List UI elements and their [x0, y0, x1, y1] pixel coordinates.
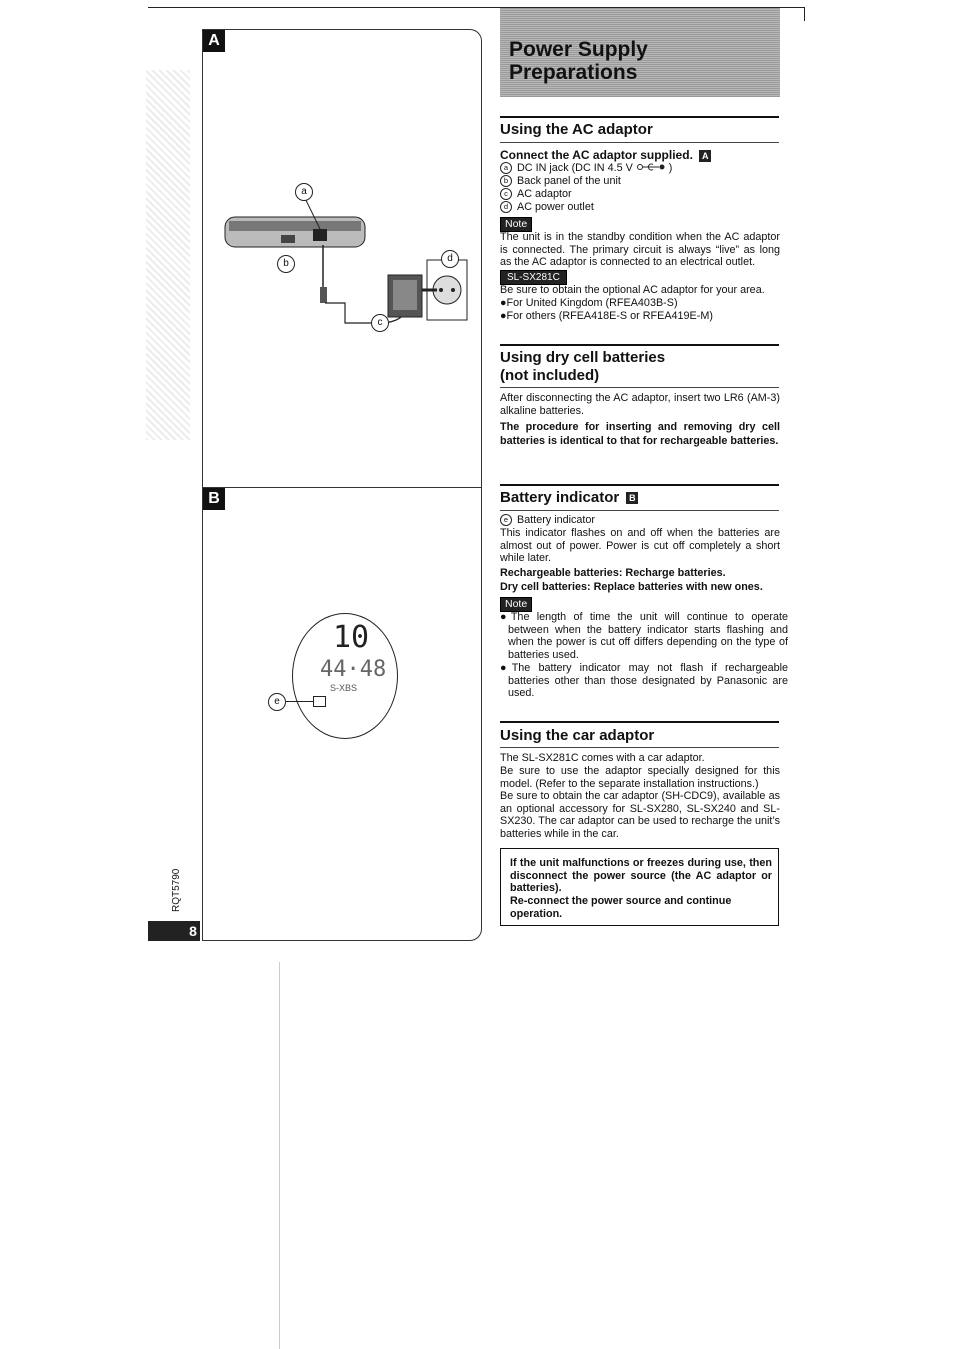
- battery-section-ref: B: [626, 492, 638, 504]
- battery-note-bullet-2: ●The battery indicator may not flash if rechargeable batteries other than those designated by Panasonic are used.: [500, 662, 788, 700]
- figure-label-b: B: [203, 488, 225, 510]
- ac-model-bullet-others: ●For others (RFEA418E-S or RFEA419E-M): [500, 310, 713, 322]
- right-edge-rule: [804, 7, 805, 21]
- ac-model-bullet-uk: ●For United Kingdom (RFEA403B-S): [500, 297, 678, 309]
- header-title-line1: Power Supply: [509, 38, 648, 61]
- ac-title-underline: [500, 142, 779, 143]
- ac-section-rule: [500, 116, 779, 118]
- dry-bold-text: The procedure for inserting and removing dry cell batteries is identical to that for rechargeable batteries.: [500, 421, 780, 448]
- car-section-title: Using the car adaptor: [500, 727, 655, 744]
- ac-connect-heading-text: Connect the AC adaptor supplied.: [500, 148, 693, 162]
- battery-section-title-text: Battery indicator: [500, 489, 620, 506]
- callout-e-leader: [286, 701, 313, 702]
- ac-connect-ref: A: [699, 150, 711, 162]
- car-line-1: The SL-SX281C comes with a car adaptor.: [500, 752, 705, 764]
- ac-note-badge: Note: [500, 217, 532, 232]
- ac-note-text: The unit is in the standby condition when the AC adaptor is connected. The primary circuit is always “live” as long as the AC adaptor is connected to an electrical outlet.: [500, 231, 780, 269]
- callout-a: a: [295, 183, 313, 201]
- battery-rechargeable: Rechargeable batteries: Recharge batteries.: [500, 567, 726, 579]
- car-title-underline: [500, 747, 779, 748]
- display-sxbs: S-XBS: [330, 683, 358, 693]
- dry-title-underline: [500, 387, 779, 388]
- battery-indicator-icon: [313, 696, 326, 707]
- ac-connect-heading: [500, 148, 711, 162]
- ac-section-title: Using the AC adaptor: [500, 121, 653, 138]
- dry-text: After disconnecting the AC adaptor, insert two LR6 (AM-3) alkaline batteries.: [500, 392, 780, 417]
- marker-a: a: [500, 162, 512, 174]
- car-line-3: Be sure to obtain the car adaptor (SH-CDC9), available as an optional accessory for SL-SX280, SL-SX240 and SL-SX230. The car adaptor can be used to recharge the unit’s batteries while in the car.: [500, 790, 780, 840]
- warning-line-1: If the unit malfunctions or freezes during use, then disconnect the power source (the AC adaptor or batteries).: [510, 857, 772, 895]
- dry-section-rule: [500, 344, 779, 346]
- lower-margin-line: [279, 962, 280, 1349]
- ac-item-b-text: Back panel of the unit: [517, 175, 621, 187]
- battery-dry-cell: Dry cell batteries: Replace batteries with new ones.: [500, 581, 763, 593]
- left-margin-texture: [146, 70, 190, 440]
- display-digits-bottom: 44·48: [320, 657, 387, 682]
- marker-d: d: [500, 201, 512, 213]
- battery-note-badge: Note: [500, 597, 532, 612]
- ac-adaptor-illustration: [205, 175, 475, 345]
- header-title-line2: Preparations: [509, 61, 638, 84]
- ac-model-badge: SL-SX281C: [500, 270, 567, 285]
- warning-line-2: Re-connect the power source and continue operation.: [510, 895, 732, 920]
- ac-item-d-text: AC power outlet: [517, 201, 594, 213]
- ac-item-a-text: DC IN jack (DC IN 4.5 V: [517, 162, 633, 174]
- battery-text: This indicator flashes on and off when the batteries are almost out of power. Power is cut off completely a short while later.: [500, 527, 780, 565]
- ac-item-a: [500, 162, 672, 175]
- battery-title-underline: [500, 510, 779, 511]
- ac-model-text: Be sure to obtain the optional AC adaptor for your area.: [500, 284, 765, 296]
- car-line-2: Be sure to use the adaptor specially designed for this model. (Refer to the separate installation instructions.): [500, 765, 780, 790]
- callout-e: e: [268, 693, 286, 711]
- polarity-symbol: [636, 163, 666, 171]
- model-code: RQT5790: [171, 868, 182, 912]
- dry-section-title-line2: (not included): [500, 367, 600, 384]
- ac-item-c: [500, 188, 572, 201]
- dry-section-title-line1: Using dry cell batteries: [500, 349, 666, 366]
- ac-item-b: [500, 175, 621, 188]
- ac-item-d: [500, 201, 594, 214]
- battery-note-bullet-1: ●The length of time the unit will continue to operate between when the battery indicator starts flashing and when the power is cut off differs depending on the type of batteries used.: [500, 611, 788, 661]
- car-section-rule: [500, 721, 779, 723]
- figure-label-a: A: [203, 30, 225, 52]
- display-digits-top: 10: [333, 620, 370, 655]
- callout-d: d: [441, 250, 459, 268]
- marker-e: e: [500, 514, 512, 526]
- marker-c: c: [500, 188, 512, 200]
- battery-item-e-text: Battery indicator: [517, 514, 596, 526]
- callout-c: c: [371, 314, 389, 332]
- ac-item-a-close: ): [668, 162, 673, 174]
- callout-b: b: [277, 255, 295, 273]
- battery-item-e: [500, 514, 595, 527]
- marker-b: b: [500, 175, 512, 187]
- page-number: 8: [189, 923, 197, 939]
- battery-section-rule: [500, 484, 779, 486]
- ac-item-c-text: AC adaptor: [517, 188, 572, 200]
- battery-section-title: [500, 489, 638, 507]
